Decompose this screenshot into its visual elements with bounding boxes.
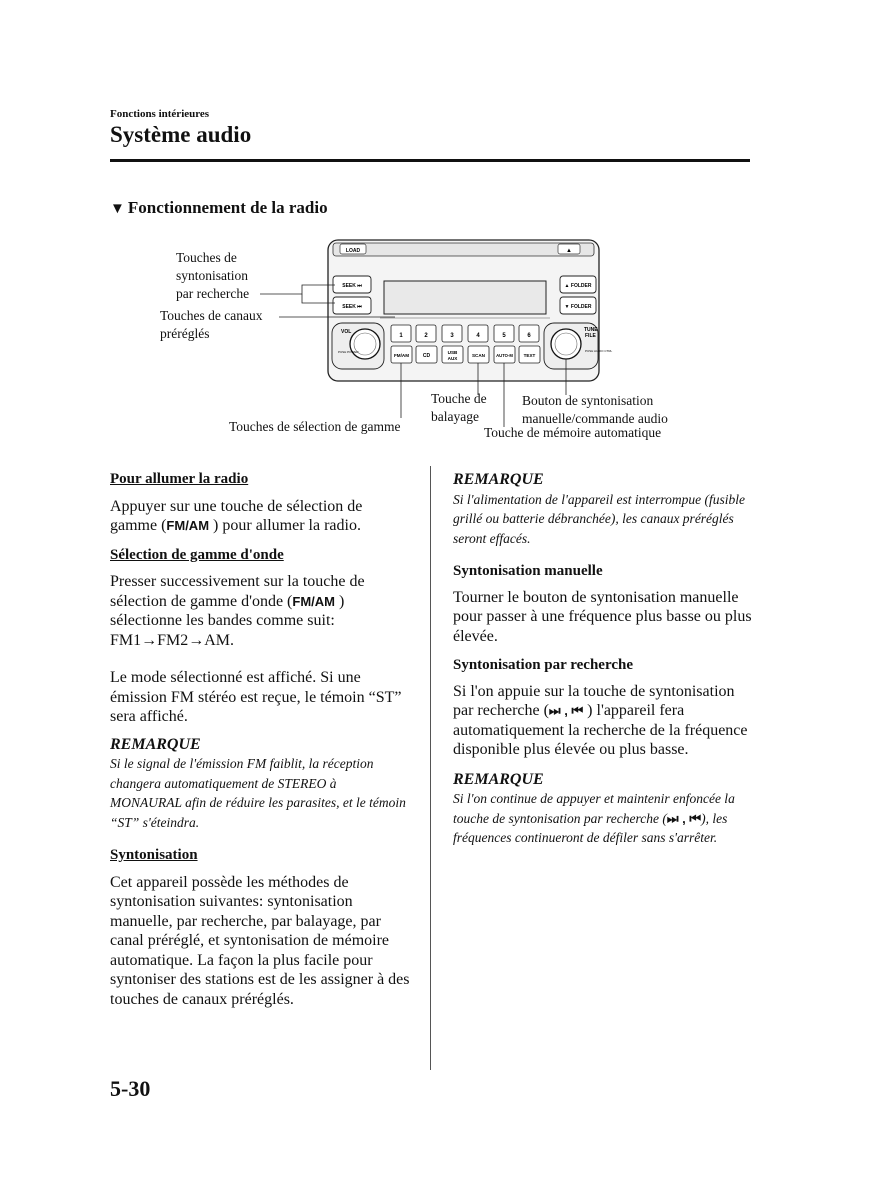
seek-down-label: SEEK ⏮ bbox=[342, 304, 362, 310]
seek-icons-inline: ⏭ , ⏮ bbox=[666, 810, 702, 826]
svg-text:AUX: AUX bbox=[447, 356, 458, 361]
folder-down-label: ▼ FOLDER bbox=[564, 304, 592, 310]
svg-text:FILE: FILE bbox=[585, 333, 596, 339]
heading-seek-tuning: Syntonisation par recherche bbox=[453, 657, 634, 673]
label-band-keys: Touches de sélection de gamme bbox=[229, 419, 401, 434]
remark-text: Si l'on continue de appuyer et maintenir enfoncée la touche de syntonisation par recherche (⏭ , ⏮), les fréquences continueront de défiler sans s'arrêter. bbox=[453, 791, 735, 845]
heading-band-select: Sélection de gamme d'onde bbox=[110, 546, 284, 563]
svg-text:AUTO-M: AUTO-M bbox=[496, 353, 513, 358]
para-turn-on: Appuyer sur une touche de sélection de gamme (FM/AM ) pour allumer la radio. bbox=[110, 497, 363, 534]
svg-text:USB: USB bbox=[447, 350, 458, 355]
svg-text:6: 6 bbox=[527, 333, 531, 339]
para-stereo: Le mode sélectionné est affiché. Si une émission FM stéréo est reçue, le témoin “ST” sera affiché. bbox=[110, 669, 402, 725]
cd-slot bbox=[333, 243, 594, 256]
svg-text:5: 5 bbox=[502, 333, 506, 339]
label-seek-line3: par recherche bbox=[176, 286, 250, 301]
folder-up-label: ▲ FOLDER bbox=[564, 283, 592, 289]
remark-title: REMARQUE bbox=[453, 471, 544, 488]
heading-tuning: Syntonisation bbox=[110, 847, 198, 863]
section-marker: ▼ bbox=[110, 201, 125, 217]
svg-text:FM/AM: FM/AM bbox=[393, 353, 410, 358]
label-preset-line1: Touches de canaux bbox=[160, 308, 263, 323]
svg-text:SCAN: SCAN bbox=[471, 353, 486, 358]
para-band-select: Presser successivement sur la touche de sélection de gamme d'onde (FM/AM ) sélectionne les bandes comme suit: FM1→FM2→AM. bbox=[110, 573, 365, 649]
load-label: LOAD bbox=[345, 248, 361, 254]
display-window bbox=[384, 281, 546, 314]
section-title: Fonctionnement de la radio bbox=[127, 198, 328, 217]
label-scan-line1: Touche de bbox=[431, 391, 487, 406]
right-column bbox=[453, 470, 753, 848]
tune-knob bbox=[551, 329, 581, 359]
fm-am-inline: FM/AM bbox=[166, 518, 210, 533]
column-divider bbox=[430, 466, 431, 1070]
vol-knob bbox=[350, 329, 380, 359]
svg-text:VOL: VOL bbox=[341, 329, 352, 335]
label-auto-memory: Touche de mémoire automatique bbox=[484, 425, 662, 440]
seek-icons-inline: ⏭ , ⏮ bbox=[548, 703, 584, 718]
svg-text:4: 4 bbox=[476, 333, 480, 339]
remark-title: REMARQUE bbox=[453, 770, 544, 788]
svg-text:TUNE: TUNE bbox=[584, 327, 598, 333]
svg-text:PUSH AUDIO CTRL: PUSH AUDIO CTRL bbox=[585, 349, 613, 353]
svg-text:3: 3 bbox=[450, 333, 454, 339]
label-seek-line2: syntonisation bbox=[176, 268, 249, 283]
page-title: Système audio bbox=[110, 122, 252, 147]
svg-text:PUSH POWER: PUSH POWER bbox=[338, 350, 359, 354]
para-manual-tuning: Tourner le bouton de syntonisation manuelle pour passer à une fréquence plus basse ou plus élevée. bbox=[453, 588, 752, 645]
svg-text:CD: CD bbox=[422, 353, 431, 359]
fm-am-inline: FM/AM bbox=[292, 593, 335, 609]
para-seek-tuning: Si l'on appuie sur la touche de syntonisation par recherche (⏭ , ⏮ ) l'appareil fera automatiquement la recherche de la fréquence disponible plus élevée ou plus basse. bbox=[453, 682, 748, 758]
remark-text: Si l'alimentation de l'appareil est interrompue (fusible grillé ou batterie débranchée), les canaux préréglés seront effacés. bbox=[453, 491, 745, 546]
label-scan-line2: balayage bbox=[431, 409, 479, 424]
svg-text:2: 2 bbox=[424, 333, 428, 339]
remark-text: Si le signal de l'émission FM faiblit, la réception changera automatiquement de STEREO à MONAURAL afin de réduire les parasites, et le témoin “ST” s'éteindra. bbox=[110, 756, 406, 830]
page-number: 5-30 bbox=[110, 1076, 151, 1101]
remark-title: REMARQUE bbox=[110, 735, 201, 753]
svg-text:1: 1 bbox=[399, 333, 403, 339]
label-preset-line2: préréglés bbox=[160, 326, 210, 341]
eject-label: ▲ bbox=[566, 248, 572, 254]
label-tune-line2: manuelle/commande audio bbox=[522, 411, 668, 426]
label-seek-line1: Touches de bbox=[176, 250, 237, 265]
seek-up-label: SEEK ⏭ bbox=[342, 283, 362, 289]
chapter-kicker: Fonctions intérieures bbox=[110, 108, 210, 120]
svg-text:TEXT: TEXT bbox=[523, 353, 536, 358]
heading-manual-tuning: Syntonisation manuelle bbox=[453, 563, 603, 579]
label-tune-line1: Bouton de syntonisation bbox=[522, 393, 654, 408]
para-tuning: Cet appareil possède les méthodes de syntonisation suivantes: syntonisation manuelle, par recherche, par balayage, par canal préréglé, et syntonisation de mémoire automatique. La façon la plus facile pour syntoniser des stations est de les assigner à des touches de canaux préréglés. bbox=[110, 873, 410, 1008]
audio-unit-diagram bbox=[0, 0, 891, 460]
heading-turn-on: Pour allumer la radio bbox=[110, 471, 249, 487]
left-column bbox=[110, 470, 410, 1009]
